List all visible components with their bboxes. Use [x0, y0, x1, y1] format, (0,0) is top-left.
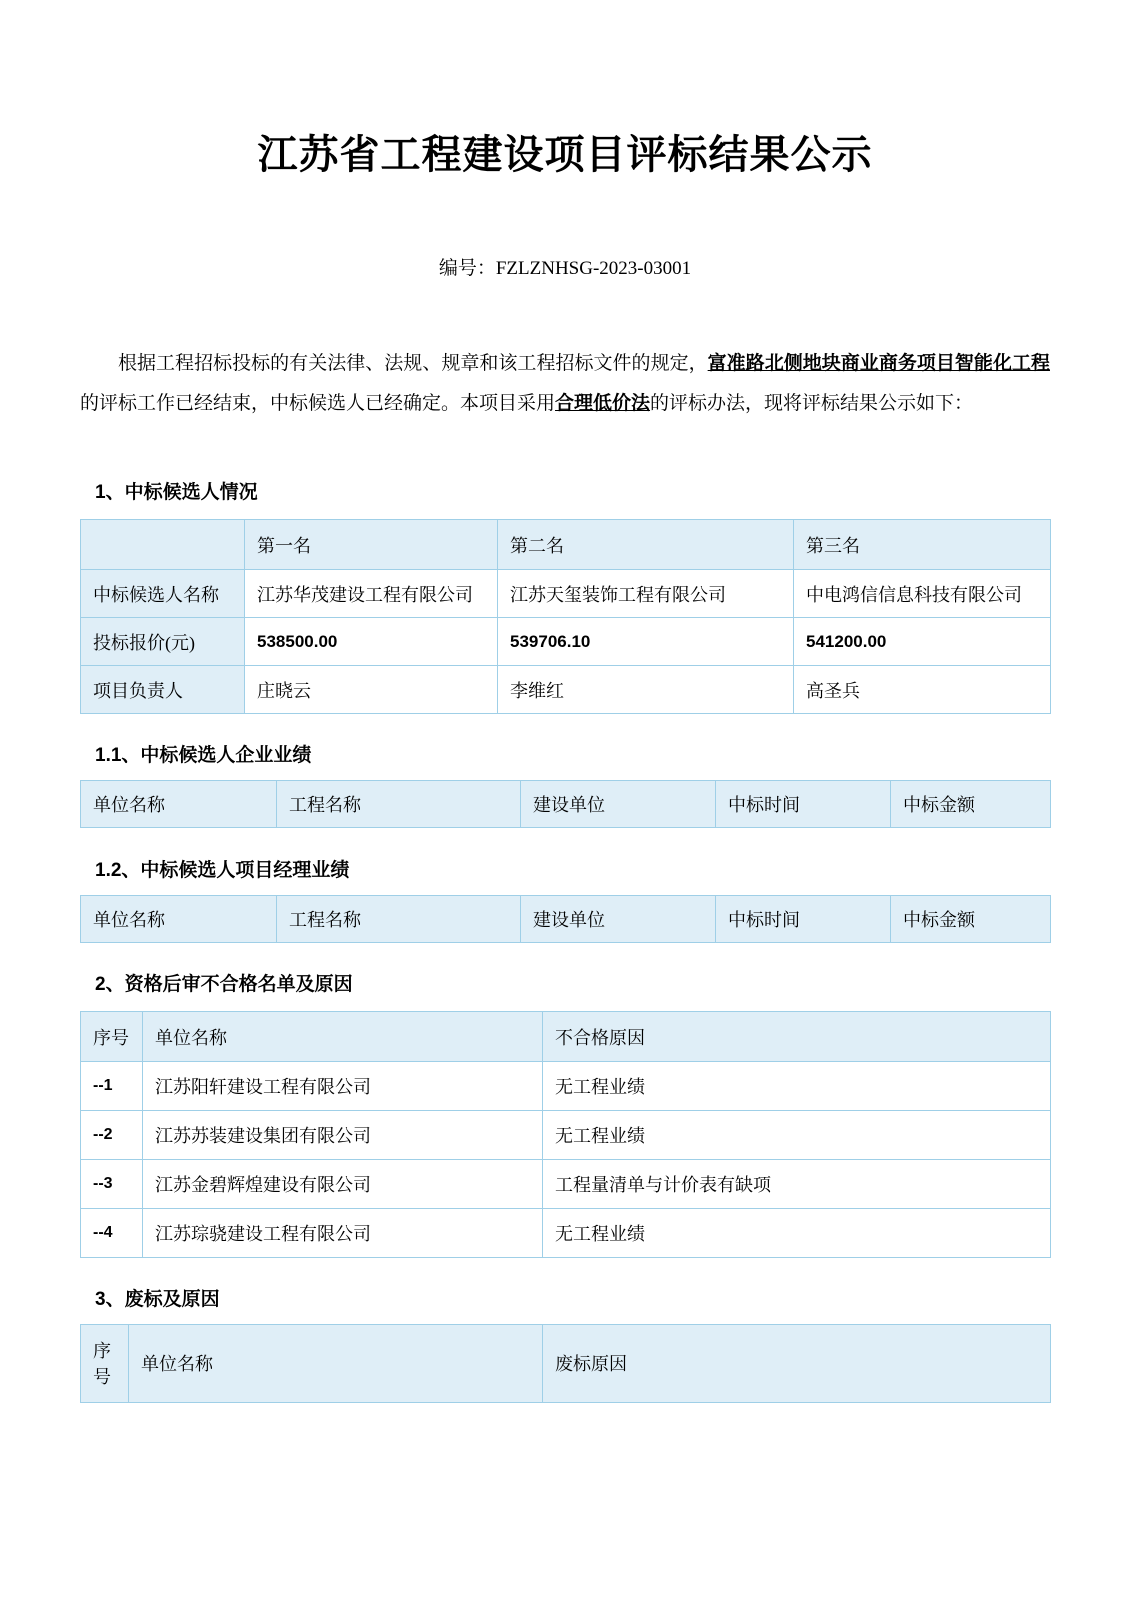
invalid-bids-table — [80, 1324, 1051, 1403]
cell-candidate-2-manager: 李维红 — [498, 666, 794, 714]
table-header-row — [81, 781, 1051, 828]
enterprise-performance-table — [80, 780, 1051, 828]
corner-cell — [81, 520, 245, 570]
table-row-candidate-names — [81, 570, 1051, 618]
cell-candidate-3-name: 中电鸿信信息科技有限公司 — [794, 570, 1051, 618]
col-header-award-amount: 中标金额 — [891, 781, 1051, 828]
cell-serial-number: --4 — [81, 1209, 143, 1258]
cell-candidate-3-manager: 高圣兵 — [794, 666, 1051, 714]
cell-candidate-1-price: 538500.00 — [245, 618, 498, 666]
cell-candidate-3-price: 541200.00 — [794, 618, 1051, 666]
cell-disqualification-reason: 无工程业绩 — [543, 1209, 1051, 1258]
section-1-2-heading: 1.2、中标候选人项目经理业绩 — [95, 860, 350, 881]
cell-company-name: 江苏琮骁建设工程有限公司 — [143, 1209, 543, 1258]
col-header-project-name: 工程名称 — [277, 781, 521, 828]
row-header-candidate-name: 中标候选人名称 — [81, 570, 245, 618]
col-header-serial-number: 序号 — [81, 1012, 143, 1062]
table-header-row — [81, 520, 1051, 570]
cell-company-name: 江苏金碧辉煌建设有限公司 — [143, 1160, 543, 1209]
cell-serial-number: --2 — [81, 1111, 143, 1160]
col-header-third-place: 第三名 — [794, 520, 1051, 570]
cell-candidate-1-manager: 庄晓云 — [245, 666, 498, 714]
col-header-invalid-bid-reason: 废标原因 — [543, 1325, 1051, 1403]
document-content — [80, 0, 1050, 1403]
cell-company-name: 江苏阳轩建设工程有限公司 — [143, 1062, 543, 1111]
col-header-construction-unit: 建设单位 — [521, 896, 716, 943]
disqualified-list-table — [80, 1011, 1051, 1258]
col-header-project-name: 工程名称 — [277, 896, 521, 943]
cell-candidate-2-name: 江苏天玺装饰工程有限公司 — [498, 570, 794, 618]
section-2-heading: 2、资格后审不合格名单及原因 — [95, 974, 353, 995]
intro-evaluation-method: 合理低价法 — [555, 393, 651, 414]
col-header-company-name: 单位名称 — [143, 1012, 543, 1062]
col-header-company-name: 单位名称 — [81, 781, 277, 828]
col-header-serial-number: 序号 — [81, 1325, 129, 1403]
col-header-award-time: 中标时间 — [716, 781, 891, 828]
col-header-company-name: 单位名称 — [81, 896, 277, 943]
col-header-company-name: 单位名称 — [129, 1325, 543, 1403]
col-header-award-amount: 中标金额 — [891, 896, 1051, 943]
col-header-award-time: 中标时间 — [716, 896, 891, 943]
intro-paragraph — [80, 344, 1050, 424]
intro-project-name: 富准路北侧地块商业商务项目智能化工程 — [707, 353, 1050, 374]
cell-serial-number: --1 — [81, 1062, 143, 1111]
table-row — [81, 1062, 1051, 1111]
intro-middle: 的评标工作已经结束，中标候选人已经确定。本项目采用 — [80, 393, 556, 414]
row-header-project-manager: 项目负责人 — [81, 666, 245, 714]
table-row — [81, 1209, 1051, 1258]
intro-tail: 的评标办法，现将评标结果公示如下： — [650, 393, 974, 414]
winning-candidates-table — [80, 519, 1051, 714]
table-header-row — [81, 1325, 1051, 1403]
cell-disqualification-reason: 工程量清单与计价表有缺项 — [543, 1160, 1051, 1209]
col-header-disqualification-reason: 不合格原因 — [543, 1012, 1051, 1062]
table-header-row — [81, 1012, 1051, 1062]
intro-lead: 根据工程招标投标的有关法律、法规、规章和该工程招标文件的规定， — [118, 353, 708, 374]
row-header-bid-price: 投标报价(元) — [81, 618, 245, 666]
manager-performance-table — [80, 895, 1051, 943]
cell-company-name: 江苏苏装建设集团有限公司 — [143, 1111, 543, 1160]
table-row-project-managers — [81, 666, 1051, 714]
table-header-row — [81, 896, 1051, 943]
page-title: 江苏省工程建设项目评标结果公示 — [257, 132, 873, 177]
cell-candidate-2-price: 539706.10 — [498, 618, 794, 666]
doc-number-value: FZLZNHSG-2023-03001 — [495, 258, 692, 279]
col-header-first-place: 第一名 — [245, 520, 498, 570]
cell-disqualification-reason: 无工程业绩 — [543, 1111, 1051, 1160]
col-header-construction-unit: 建设单位 — [521, 781, 716, 828]
table-row — [81, 1160, 1051, 1209]
cell-candidate-1-name: 江苏华茂建设工程有限公司 — [245, 570, 498, 618]
col-header-second-place: 第二名 — [498, 520, 794, 570]
section-1-heading: 1、中标候选人情况 — [95, 482, 258, 503]
doc-number-label: 编号： — [438, 258, 496, 279]
table-row-bid-prices — [81, 618, 1051, 666]
cell-serial-number: --3 — [81, 1160, 143, 1209]
table-row — [81, 1111, 1051, 1160]
doc-number-line — [80, 256, 1050, 282]
cell-disqualification-reason: 无工程业绩 — [543, 1062, 1051, 1111]
section-3-heading: 3、废标及原因 — [95, 1289, 220, 1310]
section-1-1-heading: 1.1、中标候选人企业业绩 — [95, 745, 312, 766]
